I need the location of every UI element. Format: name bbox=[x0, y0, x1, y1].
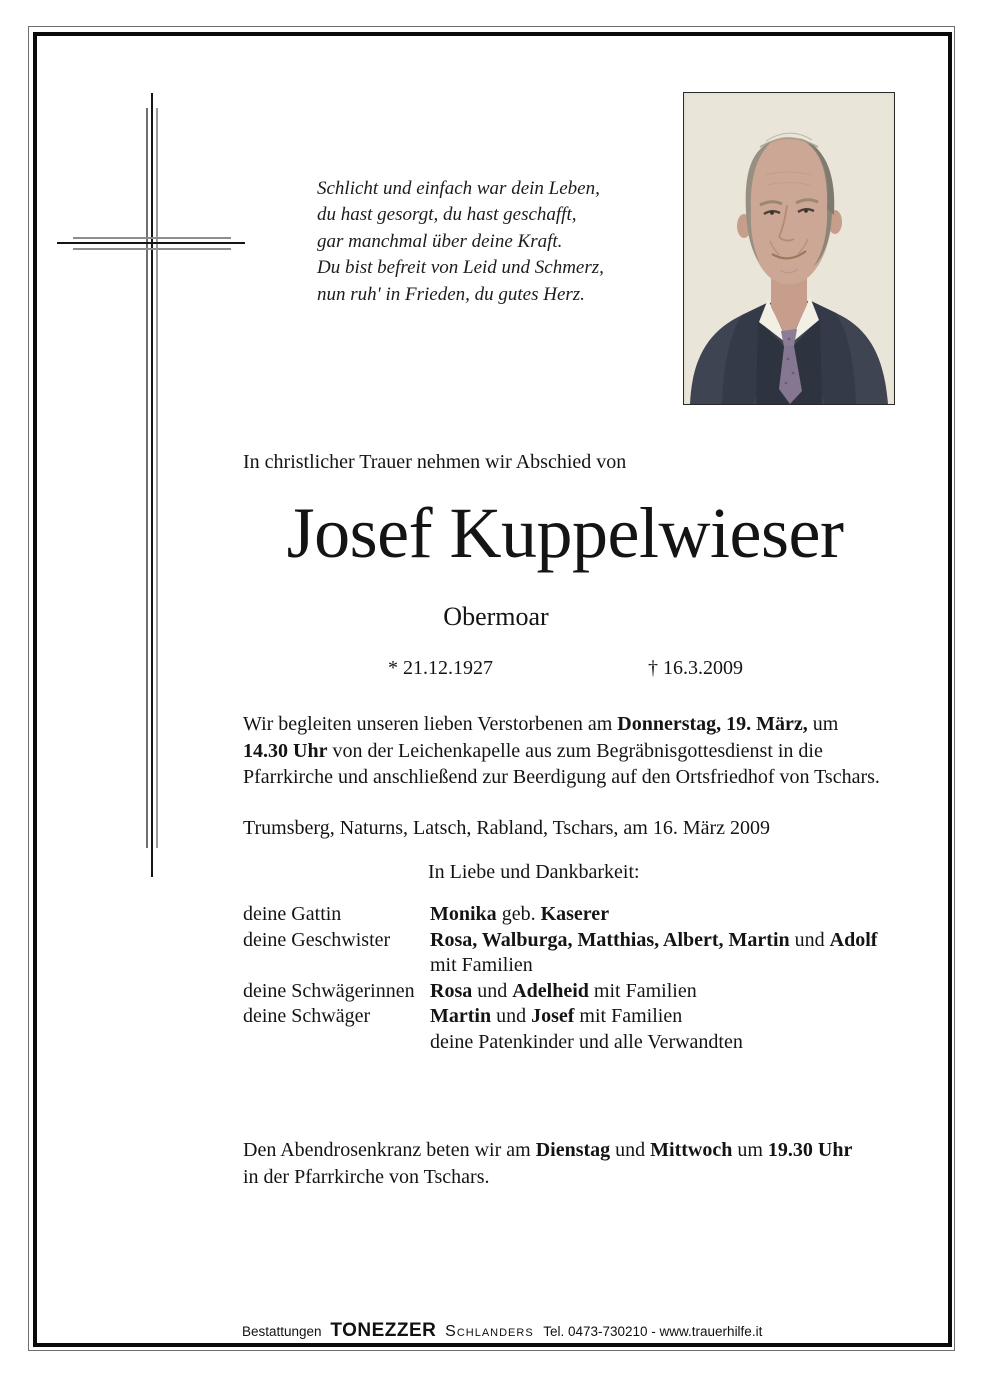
mourner-names bbox=[430, 979, 697, 1005]
rosary-line: in der Pfarrkirche von Tschars. bbox=[243, 1166, 490, 1188]
mourner-names-line: mit Familien bbox=[430, 954, 533, 977]
cross-vertical-line-main bbox=[151, 93, 153, 877]
deceased-byname: Obermoar bbox=[443, 602, 549, 631]
mourner-names-line: Monika geb. Kaserer bbox=[430, 903, 610, 925]
mourner-names bbox=[430, 928, 877, 979]
rosary-announcement bbox=[243, 1137, 852, 1191]
footer-contact: Tel. 0473-730210 - www.trauerhilfe.it bbox=[543, 1324, 763, 1339]
cross-horizontal-line-main bbox=[57, 242, 245, 244]
birth-date: * 21.12.1927 bbox=[388, 657, 493, 679]
footer-prefix: Bestattungen bbox=[242, 1324, 322, 1339]
mourner-row bbox=[243, 928, 877, 979]
poem-line: du hast gesorgt, du hast geschafft, bbox=[317, 204, 577, 226]
rosary-line: Den Abendrosenkranz beten wir am Dienstag und Mittwoch um 19.30 Uhr bbox=[243, 1139, 853, 1161]
mourner-names-line: Rosa und Adelheid mit Familien bbox=[430, 979, 697, 1002]
funeral-home-footer bbox=[242, 1320, 762, 1342]
mourner-names bbox=[430, 1030, 743, 1056]
mourner-row bbox=[243, 1004, 877, 1030]
death-date: † 16.3.2009 bbox=[648, 657, 743, 679]
cross-horizontal-line-top bbox=[73, 237, 231, 239]
funeral-line: Pfarrkirche und anschließend zur Beerdigung auf den Ortsfriedhof von Tschars. bbox=[243, 766, 880, 788]
mourner-relation: deine Schwägerinnen bbox=[243, 979, 415, 1002]
cross-vertical-line-left bbox=[146, 108, 148, 848]
mourner-names-line: Rosa, Walburga, Matthias, Albert, Martin und Adolf bbox=[430, 928, 878, 951]
poem-line: nun ruh' in Frieden, du gutes Herz. bbox=[317, 283, 585, 305]
funeral-line: 14.30 Uhr von der Leichenkapelle aus zum Begräbnisgottesdienst in die bbox=[243, 739, 823, 762]
mourner-names-line: Martin und Josef mit Familien bbox=[430, 1005, 683, 1028]
footer-city: Schlanders bbox=[445, 1323, 534, 1340]
portrait-photo bbox=[683, 92, 895, 405]
mourner-relation: deine Schwäger bbox=[243, 1005, 371, 1028]
mourner-names bbox=[430, 1004, 682, 1030]
footer-brand: TONEZZER bbox=[330, 1320, 437, 1341]
intro-line: In christlicher Trauer nehmen wir Abschied von bbox=[243, 451, 627, 473]
deceased-name: Josef Kuppelwieser bbox=[286, 493, 844, 573]
mourner-relation: deine Geschwister bbox=[243, 928, 391, 951]
mourner-relation bbox=[243, 1030, 430, 1056]
mourners-list bbox=[243, 902, 877, 1056]
mourner-row bbox=[243, 902, 877, 928]
places-dateline: Trumsberg, Naturns, Latsch, Rabland, Tschars, am 16. März 2009 bbox=[243, 817, 771, 839]
dedication-line: In Liebe und Dankbarkeit: bbox=[428, 861, 640, 883]
mourner-names bbox=[430, 902, 609, 928]
cross-horizontal-line-bottom bbox=[73, 248, 231, 250]
mourner-relation: deine Gattin bbox=[243, 903, 342, 925]
poem-line: gar manchmal über deine Kraft. bbox=[317, 230, 563, 252]
portrait-illustration bbox=[684, 93, 894, 404]
mourner-row bbox=[243, 1030, 877, 1056]
memorial-poem bbox=[317, 176, 604, 308]
mourner-row bbox=[243, 979, 877, 1005]
poem-line: Schlicht und einfach war dein Leben, bbox=[317, 178, 600, 199]
cross-vertical-line-right bbox=[156, 108, 158, 848]
mourner-names-line: deine Patenkinder und alle Verwandten bbox=[430, 1030, 743, 1053]
poem-line: Du bist befreit von Leid und Schmerz, bbox=[317, 257, 604, 279]
funeral-announcement bbox=[243, 711, 880, 791]
funeral-line: Wir begleiten unseren lieben Verstorbenen am Donnerstag, 19. März, um bbox=[243, 713, 839, 735]
